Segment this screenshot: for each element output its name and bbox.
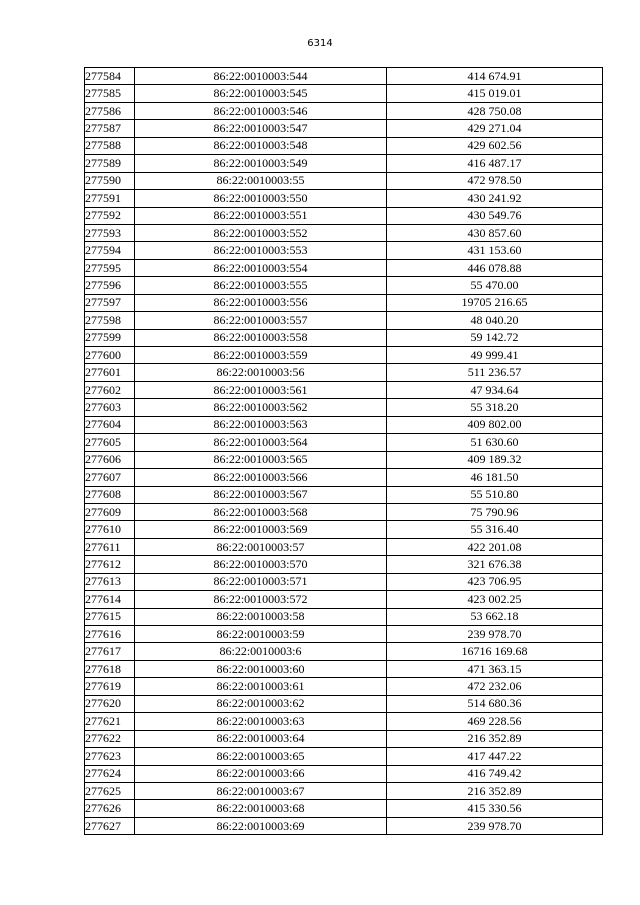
table-row [85,329,603,346]
cadastral-value-cell: 431 153.60 [387,242,603,259]
cadastral-value-cell: 430 241.92 [387,190,603,207]
table-row [85,155,603,172]
cadastral-number-cell: 86:22:0010003:544 [135,68,387,85]
row-number-cell: 277608 [85,486,135,503]
table-row [85,294,603,311]
table-row [85,695,603,712]
table-row [85,102,603,119]
row-number-cell: 277588 [85,137,135,154]
table-row [85,486,603,503]
row-number-cell: 277615 [85,608,135,625]
cadastral-number-cell: 86:22:0010003:547 [135,120,387,137]
cadastral-number-cell: 86:22:0010003:548 [135,137,387,154]
cadastral-value-cell: 59 142.72 [387,329,603,346]
cadastral-number-cell: 86:22:0010003:555 [135,277,387,294]
table-row [85,626,603,643]
cadastral-number-cell: 86:22:0010003:545 [135,85,387,102]
cadastral-number-cell: 86:22:0010003:557 [135,312,387,329]
table-row [85,503,603,520]
row-number-cell: 277601 [85,364,135,381]
row-number-cell: 277605 [85,434,135,451]
cadastral-value-cell: 430 857.60 [387,224,603,241]
cadastral-value-cell: 409 802.00 [387,416,603,433]
row-number-cell: 277596 [85,277,135,294]
table-row [85,556,603,573]
cadastral-value-cell: 55 316.40 [387,521,603,538]
cadastral-number-cell: 86:22:0010003:66 [135,765,387,782]
cadastral-number-cell: 86:22:0010003:57 [135,538,387,555]
cadastral-number-cell: 86:22:0010003:554 [135,259,387,276]
row-number-cell: 277593 [85,224,135,241]
cadastral-value-cell: 430 549.76 [387,207,603,224]
row-number-cell: 277584 [85,68,135,85]
cadastral-value-cell: 53 662.18 [387,608,603,625]
row-number-cell: 277613 [85,573,135,590]
row-number-cell: 277587 [85,120,135,137]
cadastral-number-cell: 86:22:0010003:563 [135,416,387,433]
table-row [85,434,603,451]
table-row [85,730,603,747]
cadastral-number-cell: 86:22:0010003:572 [135,591,387,608]
table-row [85,120,603,137]
cadastral-value-cell: 472 978.50 [387,172,603,189]
row-number-cell: 277604 [85,416,135,433]
row-number-cell: 277591 [85,190,135,207]
cadastral-value-cell: 48 040.20 [387,312,603,329]
table-row [85,259,603,276]
table-row [85,277,603,294]
row-number-cell: 277595 [85,259,135,276]
cadastral-value-cell: 239 978.70 [387,817,603,834]
table-row [85,381,603,398]
cadastral-value-cell: 216 352.89 [387,730,603,747]
cadastral-value-cell: 46 181.50 [387,469,603,486]
table-row [85,469,603,486]
row-number-cell: 277610 [85,521,135,538]
row-number-cell: 277590 [85,172,135,189]
cadastral-value-cell: 321 676.38 [387,556,603,573]
table-row [85,242,603,259]
cadastral-number-cell: 86:22:0010003:56 [135,364,387,381]
table-row [85,364,603,381]
cadastral-value-cell: 55 318.20 [387,399,603,416]
cadastral-number-cell: 86:22:0010003:568 [135,503,387,520]
cadastral-number-cell: 86:22:0010003:63 [135,713,387,730]
cadastral-value-cell: 423 706.95 [387,573,603,590]
cadastral-number-cell: 86:22:0010003:558 [135,329,387,346]
cadastral-value-cell: 514 680.36 [387,695,603,712]
cadastral-value-cell: 446 078.88 [387,259,603,276]
row-number-cell: 277606 [85,451,135,468]
cadastral-value-cell: 239 978.70 [387,626,603,643]
table-row [85,521,603,538]
row-number-cell: 277624 [85,765,135,782]
cadastral-number-cell: 86:22:0010003:60 [135,660,387,677]
cadastral-value-cell: 19705 216.65 [387,294,603,311]
row-number-cell: 277599 [85,329,135,346]
table-row [85,678,603,695]
table-row [85,800,603,817]
cadastral-value-cell: 422 201.08 [387,538,603,555]
row-number-cell: 277592 [85,207,135,224]
cadastral-value-cell: 416 487.17 [387,155,603,172]
cadastral-number-cell: 86:22:0010003:561 [135,381,387,398]
table-row [85,748,603,765]
row-number-cell: 277607 [85,469,135,486]
table-row [85,591,603,608]
cadastral-value-cell: 47 934.64 [387,381,603,398]
table-row [85,347,603,364]
cadastral-number-cell: 86:22:0010003:567 [135,486,387,503]
row-number-cell: 277626 [85,800,135,817]
cadastral-number-cell: 86:22:0010003:55 [135,172,387,189]
cadastral-value-cell: 216 352.89 [387,782,603,799]
cadastral-number-cell: 86:22:0010003:546 [135,102,387,119]
table-row [85,643,603,660]
row-number-cell: 277609 [85,503,135,520]
cadastral-value-cell: 75 790.96 [387,503,603,520]
row-number-cell: 277619 [85,678,135,695]
row-number-cell: 277625 [85,782,135,799]
table-row [85,207,603,224]
cadastral-value-cell: 417 447.22 [387,748,603,765]
table-row [85,137,603,154]
row-number-cell: 277594 [85,242,135,259]
table-row [85,817,603,834]
row-number-cell: 277611 [85,538,135,555]
table-row [85,68,603,85]
row-number-cell: 277602 [85,381,135,398]
cadastral-value-cell: 415 019.01 [387,85,603,102]
cadastral-value-table [84,67,603,835]
cadastral-number-cell: 86:22:0010003:61 [135,678,387,695]
cadastral-number-cell: 86:22:0010003:569 [135,521,387,538]
cadastral-number-cell: 86:22:0010003:559 [135,347,387,364]
cadastral-number-cell: 86:22:0010003:68 [135,800,387,817]
row-number-cell: 277600 [85,347,135,364]
table-row [85,538,603,555]
cadastral-number-cell: 86:22:0010003:64 [135,730,387,747]
cadastral-value-cell: 511 236.57 [387,364,603,381]
row-number-cell: 277585 [85,85,135,102]
table-row [85,416,603,433]
table-row [85,782,603,799]
cadastral-value-cell: 409 189.32 [387,451,603,468]
cadastral-number-cell: 86:22:0010003:564 [135,434,387,451]
row-number-cell: 277622 [85,730,135,747]
table-row [85,573,603,590]
table-row [85,312,603,329]
cadastral-number-cell: 86:22:0010003:550 [135,190,387,207]
row-number-cell: 277614 [85,591,135,608]
row-number-cell: 277618 [85,660,135,677]
cadastral-number-cell: 86:22:0010003:566 [135,469,387,486]
cadastral-value-cell: 16716 169.68 [387,643,603,660]
cadastral-value-cell: 471 363.15 [387,660,603,677]
cadastral-value-cell: 428 750.08 [387,102,603,119]
cadastral-number-cell: 86:22:0010003:562 [135,399,387,416]
cadastral-number-cell: 86:22:0010003:58 [135,608,387,625]
page-number: 6314 [307,38,333,49]
table-row [85,608,603,625]
cadastral-number-cell: 86:22:0010003:551 [135,207,387,224]
table-row [85,765,603,782]
cadastral-value-cell: 414 674.91 [387,68,603,85]
table-body [85,68,603,835]
cadastral-number-cell: 86:22:0010003:556 [135,294,387,311]
cadastral-number-cell: 86:22:0010003:571 [135,573,387,590]
table-row [85,224,603,241]
table-row [85,451,603,468]
row-number-cell: 277586 [85,102,135,119]
cadastral-number-cell: 86:22:0010003:6 [135,643,387,660]
table-row [85,399,603,416]
cadastral-value-cell: 423 002.25 [387,591,603,608]
row-number-cell: 277616 [85,626,135,643]
cadastral-number-cell: 86:22:0010003:570 [135,556,387,573]
cadastral-value-cell: 49 999.41 [387,347,603,364]
cadastral-number-cell: 86:22:0010003:62 [135,695,387,712]
cadastral-value-cell: 415 330.56 [387,800,603,817]
row-number-cell: 277597 [85,294,135,311]
cadastral-number-cell: 86:22:0010003:565 [135,451,387,468]
cadastral-number-cell: 86:22:0010003:69 [135,817,387,834]
cadastral-number-cell: 86:22:0010003:552 [135,224,387,241]
cadastral-number-cell: 86:22:0010003:67 [135,782,387,799]
table-row [85,190,603,207]
cadastral-value-cell: 51 630.60 [387,434,603,451]
row-number-cell: 277617 [85,643,135,660]
row-number-cell: 277589 [85,155,135,172]
row-number-cell: 277627 [85,817,135,834]
table-row [85,660,603,677]
cadastral-value-cell: 55 470.00 [387,277,603,294]
cadastral-number-cell: 86:22:0010003:553 [135,242,387,259]
cadastral-value-cell: 472 232.06 [387,678,603,695]
row-number-cell: 277598 [85,312,135,329]
row-number-cell: 277621 [85,713,135,730]
row-number-cell: 277623 [85,748,135,765]
cadastral-value-cell: 55 510.80 [387,486,603,503]
cadastral-value-cell: 429 271.04 [387,120,603,137]
table-row [85,172,603,189]
cadastral-value-cell: 429 602.56 [387,137,603,154]
table-row [85,85,603,102]
cadastral-value-cell: 469 228.56 [387,713,603,730]
row-number-cell: 277603 [85,399,135,416]
cadastral-number-cell: 86:22:0010003:59 [135,626,387,643]
table-row [85,713,603,730]
row-number-cell: 277620 [85,695,135,712]
cadastral-number-cell: 86:22:0010003:65 [135,748,387,765]
cadastral-value-cell: 416 749.42 [387,765,603,782]
row-number-cell: 277612 [85,556,135,573]
cadastral-number-cell: 86:22:0010003:549 [135,155,387,172]
